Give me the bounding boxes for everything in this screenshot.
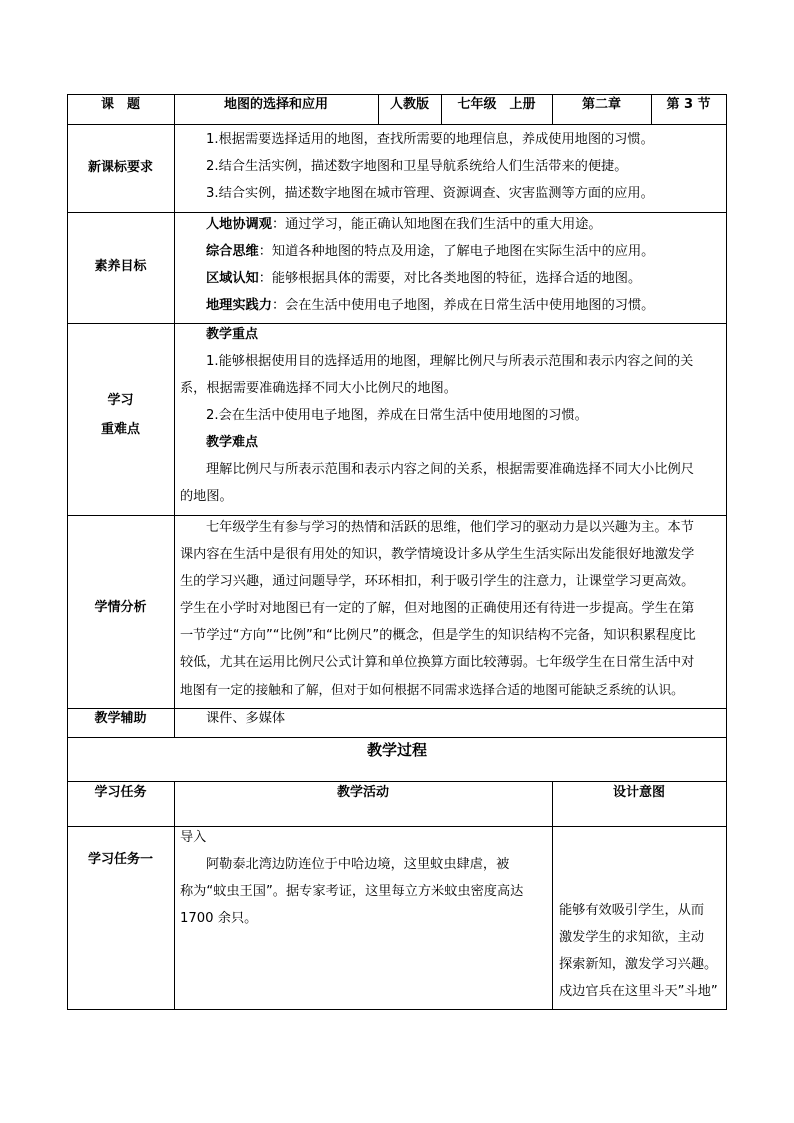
table-border-bottom	[67, 1009, 727, 1010]
col-activity-header: 教学活动	[336, 785, 389, 800]
task1-activity-line: 阿勒泰北湾边防连位于中哈边境，这里蚊虫肆虐，被	[206, 857, 510, 872]
task1-intent-line: 激发学生的求知欲，主动	[559, 930, 705, 945]
row-divider	[67, 708, 727, 709]
literacy-text: ：会在生活中使用电子地图，养成在日常生活中使用地图的习惯。	[271, 298, 655, 313]
task1-intent-line: 探索新知，激发学习兴趣。	[559, 957, 718, 972]
keypoints-label-line1: 学习	[107, 393, 134, 408]
topic-label: 课 题	[100, 97, 140, 112]
literacy-text: ：能够根据具体的需要，对比各类地图的特征，选择合适的地图。	[258, 271, 642, 286]
analysis-line: 生的学习兴趣，通过问题导学，环环相扣，利于吸引学生的注意力，让课堂学习更高效。	[180, 574, 695, 589]
topic-title: 地图的选择和应用	[223, 97, 328, 112]
literacy-item	[206, 271, 641, 287]
focus-title: 教学重点	[206, 327, 259, 342]
column-divider	[552, 781, 553, 1009]
difficulty-title: 教学难点	[206, 435, 259, 450]
analysis-line: 一节学过“方向”“比例”和“比例尺”的概念，但是学生的知识结构不完备，知识积累程度比	[180, 628, 696, 643]
difficulty-line: 的地图。	[180, 489, 233, 504]
task1-intent-line: 戍边官兵在这里斗天”斗地”	[559, 984, 718, 999]
analysis-line: 较低，尤其在运用比例尺公式计算和单位换算方面比较薄弱。七年级学生在日常生活中对	[180, 655, 695, 670]
literacy-item	[206, 244, 654, 260]
standards-line: 3.结合实例，描述数字地图在城市管理、资源调查、灾害监测等方面的应用。	[206, 186, 654, 201]
task1-label: 学习任务一	[87, 852, 153, 867]
literacy-key: 地理实践力	[206, 298, 272, 313]
literacy-text: ：知道各种地图的特点及用途，了解电子地图在实际生活中的应用。	[258, 244, 655, 259]
standards-line: 2.结合生活实例，描述数字地图和卫星导航系统给人们生活带来的便捷。	[206, 159, 628, 174]
row-divider	[67, 323, 727, 324]
section: 第 3 节	[666, 97, 711, 112]
literacy-item	[206, 298, 654, 314]
table-border-left	[67, 94, 68, 1009]
task1-activity-line: 称为“蚊虫王国”。据专家考证，这里每立方米蚊虫密度高达	[180, 884, 524, 899]
task1-intent-line: 能够有效吸引学生，从而	[559, 903, 705, 918]
literacy-key: 区域认知	[206, 271, 259, 286]
row-divider	[67, 124, 727, 125]
row-divider	[67, 515, 727, 516]
literacy-key: 人地协调观	[206, 217, 272, 232]
process-title: 教学过程	[366, 741, 427, 759]
literacy-text: ：通过学习，能正确认知地图在我们生活中的重大用途。	[271, 217, 602, 232]
standards-label: 新课标要求	[87, 160, 153, 175]
column-divider	[174, 781, 175, 1009]
keypoints-label-line2: 重难点	[100, 422, 140, 437]
analysis-line: 地图有一定的接触和了解，但对于如何根据不同需求选择合适的地图可能缺乏系统的认识。	[180, 682, 684, 697]
column-divider	[174, 94, 175, 737]
row-divider	[67, 826, 727, 827]
literacy-label: 素养目标	[94, 259, 147, 274]
literacy-key: 综合思维	[206, 244, 259, 259]
row-divider	[67, 212, 727, 213]
analysis-line: 学生在小学时对地图已有一定的了解，但对地图的正确使用还有待进一步提高。学生在第	[180, 601, 695, 616]
grade: 七年级 上册	[457, 97, 536, 112]
difficulty-line: 理解比例尺与所表示范围和表示内容之间的关系，根据需要准确选择不同大小比例尺	[206, 462, 694, 477]
row-divider	[67, 781, 727, 782]
focus-line: 2.会在生活中使用电子地图，养成在日常生活中使用地图的习惯。	[206, 408, 588, 423]
col-intent-header: 设计意图	[612, 785, 665, 800]
aids-label: 教学辅助	[94, 711, 147, 726]
analysis-line: 七年级学生有参与学习的热情和活跃的思维，他们学习的驱动力是以兴趣为主。本节	[206, 520, 694, 535]
task1-intro: 导入	[180, 830, 207, 845]
edition: 人教版	[389, 97, 429, 112]
col-task-header: 学习任务	[94, 785, 147, 800]
row-divider	[67, 737, 727, 738]
table-border-top	[67, 94, 727, 95]
analysis-line: 课内容在生活中是很有用处的知识，教学情境设计多从学生生活实际出发能很好地激发学	[180, 547, 695, 562]
aids-text: 课件、多媒体	[206, 711, 286, 726]
table-border-right	[726, 94, 727, 1009]
focus-line: 系，根据需要准确选择不同大小比例尺的地图。	[180, 381, 457, 396]
task1-activity-line: 1700 余只。	[180, 911, 258, 926]
analysis-label: 学情分析	[94, 600, 147, 615]
standards-line: 1.根据需要选择适用的地图，查找所需要的地理信息，养成使用地图的习惯。	[206, 132, 654, 147]
chapter: 第二章	[581, 97, 621, 112]
focus-line: 1.能够根据使用目的选择适用的地图，理解比例尺与所表示范围和表示内容之间的关	[206, 354, 694, 369]
literacy-item	[206, 217, 602, 233]
